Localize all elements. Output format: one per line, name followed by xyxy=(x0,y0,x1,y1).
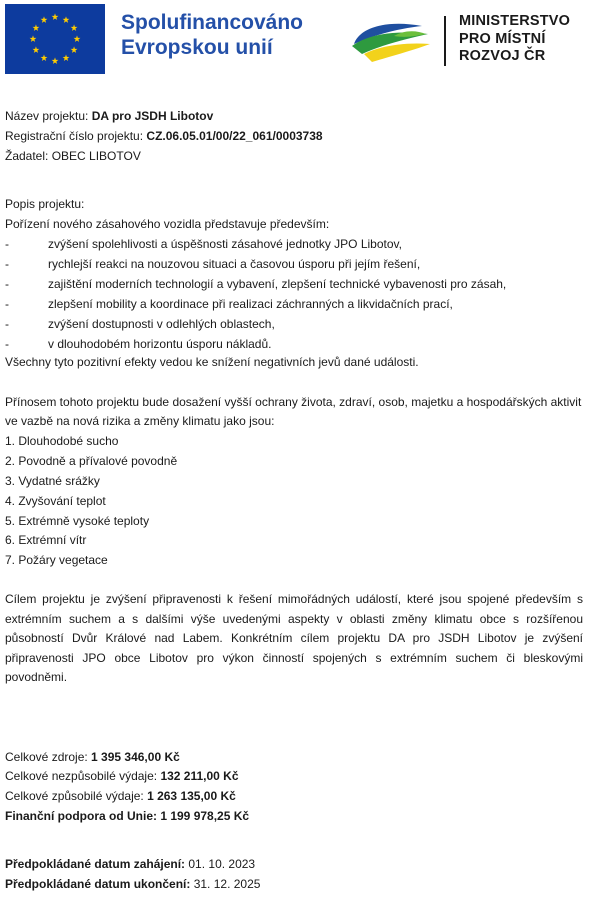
risk-item: 4. Zvyšování teplot xyxy=(5,494,106,508)
list-item: zlepšení mobility a koordinace při realizaci záchranných a likvidačních prací, xyxy=(48,297,453,311)
total-sources-value: 1 395 346,00 Kč xyxy=(91,750,180,764)
eu-text-line2: Evropskou unií xyxy=(121,36,273,59)
list-item: zajištění moderních technologií a vybavení, zlepšení technické vybavenosti pro zásah, xyxy=(48,277,507,291)
risk-item: 6. Extrémní vítr xyxy=(5,533,87,547)
eu-text-line1: Spolufinancováno xyxy=(121,11,304,34)
ineligible-costs-value: 132 211,00 Kč xyxy=(160,769,239,783)
eu-cofinanced-text xyxy=(121,10,303,60)
list-item: v dlouhodobém horizontu úsporu nákladů. xyxy=(48,337,272,351)
end-date-label: Předpokládané datum ukončení: xyxy=(5,877,191,891)
risk-item: 2. Povodně a přívalové povodně xyxy=(5,454,178,468)
ineligible-costs xyxy=(5,768,239,784)
ineligible-costs-label: Celkové nezpůsobilé výdaje: xyxy=(5,769,161,783)
registration-number xyxy=(5,128,323,144)
bullet-dash: - xyxy=(5,257,9,271)
end-date xyxy=(5,876,260,892)
eu-star-icon xyxy=(71,24,78,31)
list-item: rychlejší reakci na nouzovou situaci a časovou úsporu při jejím řešení, xyxy=(48,257,421,271)
start-date-label: Předpokládané datum zahájení: xyxy=(5,857,186,871)
list-item: zvýšení spolehlivosti a úspěšnosti zásahové jednotky JPO Libotov, xyxy=(48,237,402,251)
eu-star-icon xyxy=(52,57,59,64)
eu-star-icon xyxy=(33,46,40,53)
eligible-costs-label: Celkové způsobilé výdaje: xyxy=(5,789,148,803)
mmr-line2: PRO MÍSTNÍ xyxy=(459,30,546,47)
project-name xyxy=(5,108,213,124)
project-name-value: DA pro JSDH Libotov xyxy=(91,109,214,123)
eu-star-icon xyxy=(71,46,78,53)
eu-star-icon xyxy=(41,54,48,61)
bullet-dash: - xyxy=(5,317,9,331)
bullet-dash: - xyxy=(5,337,9,351)
applicant: Žadatel: OBEC LIBOTOV xyxy=(5,149,141,163)
bullet-dash: - xyxy=(5,297,9,311)
bullet-dash: - xyxy=(5,277,9,291)
risk-item: 1. Dlouhodobé sucho xyxy=(5,434,119,448)
logo-divider xyxy=(444,16,446,66)
eligible-costs xyxy=(5,788,236,804)
benefits-intro: Přínosem tohoto projektu bude dosažení vyšší ochrany života, zdraví, osob, majetku a hospodářských aktivit ve vazbě na nová rizika a změny klimatu jako jsou: xyxy=(5,395,582,428)
eu-star-icon xyxy=(52,13,59,20)
description-intro: Pořízení nového zásahového vozidla představuje především: xyxy=(5,217,330,231)
bullet-dash: - xyxy=(5,237,9,251)
eu-financial-support: Finanční podpora od Unie: 1 199 978,25 Kč xyxy=(5,809,250,823)
eu-star-icon xyxy=(30,35,37,42)
end-date-value: 31. 12. 2025 xyxy=(190,877,261,891)
risk-item: 5. Extrémně vysoké teploty xyxy=(5,514,150,528)
project-goal: Cílem projektu je zvýšení připravenosti k řešení mimořádných událostí, které jsou spojené především s extrémním suchem a s dalšími výše uvedenými aspekty v oblasti změny klimatu obce s rozšířenou působností Dvůr Králové nad Labem. Konkrétním cílem projektu DA pro JSDH Libotov je zvýšení připravenosti JPO obce Libotov pro výkon činností spojených s extrémním suchem či bleskovými povodněmi. xyxy=(5,592,583,684)
eu-star-icon xyxy=(63,54,70,61)
project-name-label: Název projektu: xyxy=(5,109,92,123)
registration-value: CZ.06.05.01/00/22_061/0003738 xyxy=(146,129,323,143)
risk-item: 7. Požáry vegetace xyxy=(5,553,108,567)
description-conclusion: Všechny tyto pozitivní efekty vedou ke snížení negativních jevů dané události. xyxy=(5,355,419,369)
mmr-line3: ROZVOJ ČR xyxy=(459,48,546,64)
eligible-costs-value: 1 263 135,00 Kč xyxy=(147,789,236,803)
start-date xyxy=(5,856,255,872)
risk-item: 3. Vydatné srážky xyxy=(5,474,100,488)
mmr-logo-icon xyxy=(350,16,432,64)
eu-star-icon xyxy=(74,35,81,42)
mmr-line1: MINISTERSTVO xyxy=(459,13,571,29)
eu-star-icon xyxy=(63,16,70,23)
list-item: zvýšení dostupnosti v odlehlých oblastech, xyxy=(48,317,275,331)
eu-star-icon xyxy=(41,16,48,23)
eu-flag-icon xyxy=(5,4,105,74)
logo-header xyxy=(0,0,599,90)
description-heading: Popis projektu: xyxy=(5,197,85,211)
registration-label: Registrační číslo projektu: xyxy=(5,129,147,143)
total-sources-label: Celkové zdroje: xyxy=(5,750,92,764)
start-date-value: 01. 10. 2023 xyxy=(185,857,256,871)
mmr-name xyxy=(459,13,570,66)
eu-star-icon xyxy=(33,24,40,31)
total-sources xyxy=(5,749,180,765)
